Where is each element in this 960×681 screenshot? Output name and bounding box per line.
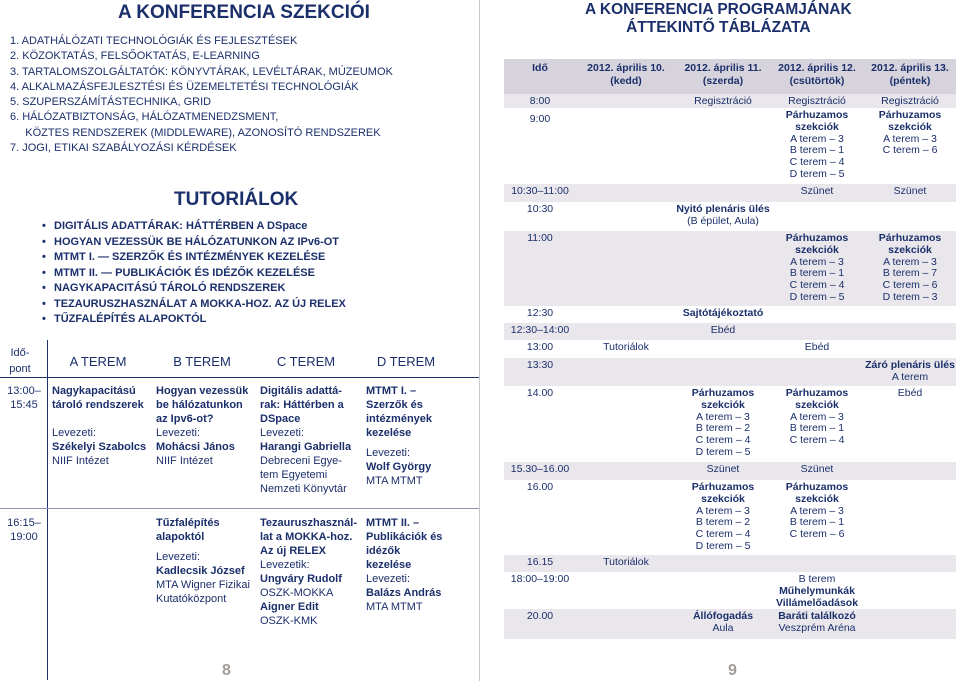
program-cell: [770, 388, 864, 447]
leader-name: Székelyi Szabolcs: [52, 441, 147, 453]
session-title: MTMT II. –: [366, 517, 420, 529]
session-title: idézők: [366, 545, 401, 557]
program-cell: [770, 186, 864, 198]
row-time: 16.00: [526, 481, 554, 493]
leader-org: MTA MTMT: [366, 601, 423, 613]
cell-line: C terem – 4: [695, 528, 751, 541]
section-item: 4. ALKALMAZÁSFEJLESZTÉSI ÉS ÜZEMELTETÉSI TECHNOLÓGIÁK: [10, 80, 359, 93]
session-title: Nagykapacitású: [52, 385, 136, 397]
session-title: DSpace: [260, 413, 301, 425]
leader-org: Kutatóközpont: [156, 593, 227, 605]
program-cell: [770, 96, 864, 108]
cell-line: Regisztráció: [694, 95, 752, 107]
session-title: alapoktól: [156, 531, 205, 543]
cell-line: Tutoriálok: [603, 556, 649, 568]
cell-line: A terem – 3: [883, 132, 937, 145]
slot1-a-room: [52, 384, 152, 468]
cell-line: A terem – 3: [696, 504, 750, 517]
cell-line: Ebéd: [804, 341, 830, 353]
leader-label: Levezeti:: [366, 447, 411, 459]
cell-line: B terem: [798, 573, 836, 585]
session-title: Digitális adattá-: [260, 385, 342, 397]
program-title: [585, 1, 852, 37]
slot2-c-room: [260, 516, 364, 628]
program-cell: [864, 110, 956, 157]
cell-line: Ebéd: [897, 387, 923, 399]
leader-org: MTA Wigner Fizikai: [156, 579, 250, 591]
row-time: 9:00: [529, 113, 551, 125]
session-title: Tezauruszhasznál-: [260, 517, 357, 529]
leader-label: Levezeti:: [260, 427, 305, 439]
tutorial-item: • DIGITÁLIS ADATTÁRAK: HÁTTÉRBEN A DSpace: [42, 219, 346, 235]
room-header: A TEREM: [69, 353, 127, 369]
tutorial-item: • TEZAURUSZHASZNÁLAT A MOKKA-HOZ. AZ ÚJ RELEX: [42, 297, 346, 313]
cell-line: D terem – 5: [695, 539, 751, 552]
cell-line: C terem – 6: [882, 144, 938, 157]
cell-line: Baráti találkozó: [778, 610, 856, 622]
header-day: [864, 62, 956, 88]
room-header: B TEREM: [173, 353, 231, 369]
header-date: 2012. április 11.: [684, 62, 762, 74]
tutorials-list: [42, 219, 346, 328]
cell-line: A terem – 3: [696, 410, 750, 423]
program-cell: [676, 611, 770, 635]
program-cell: [770, 611, 864, 635]
cell-line: Párhuzamos: [878, 232, 942, 244]
cell-line: szekciók: [701, 398, 745, 411]
session-title: intézmények: [366, 413, 433, 425]
program-cell: [676, 204, 770, 228]
cell-line: Sajtótájékoztató: [682, 307, 764, 319]
time-line: 13:00–: [7, 385, 41, 397]
rule: [0, 377, 48, 378]
leader-name: Aigner Edit: [260, 601, 319, 613]
section-item: 2. KÖZOKTATÁS, FELSŐOKTATÁS, E-LEARNING: [10, 50, 260, 63]
cell-line: (B épület, Aula): [687, 214, 759, 227]
program-cell: [676, 464, 770, 476]
slot1-time: [0, 384, 48, 412]
cell-line: A terem – 3: [883, 255, 937, 268]
session-title: rak: Háttérben a: [260, 399, 344, 411]
cell-line: D terem – 5: [789, 167, 845, 180]
program-cell: [864, 360, 956, 384]
cell-line: D terem – 5: [789, 290, 845, 303]
header-weekday: (kedd): [610, 75, 642, 87]
cell-line: B terem – 7: [882, 267, 938, 280]
time-line: 15:45: [10, 399, 38, 411]
cell-line: Párhuzamos: [785, 481, 849, 493]
right-page: [480, 0, 960, 681]
cell-line: Regisztráció: [788, 95, 846, 107]
session-title: MTMT I. –: [366, 385, 417, 397]
section-item: 3. TARTALOMSZOLGÁLTATÓK: KÖNYVTÁRAK, LEVÉLTÁRAK, MÚZEUMOK: [10, 65, 393, 78]
tutorial-item: • TŰZFALÉPÍTÉS ALAPOKTÓL: [42, 312, 346, 328]
session-title: Hogyan vezessük: [156, 385, 249, 397]
cell-line: Párhuzamos: [691, 481, 755, 493]
sections-title: A KONFERENCIA SZEKCIÓI: [118, 2, 370, 23]
row-time: 12:30: [526, 307, 554, 319]
cell-line: B terem – 1: [789, 144, 845, 157]
cell-line: szekciók: [888, 243, 932, 256]
row-time: 12:30–14:00: [510, 324, 570, 336]
cell-line: szekciók: [795, 120, 839, 133]
leader-org: OSZK-KMK: [260, 615, 318, 627]
leader-org: tem Egyetemi: [260, 469, 328, 481]
program-cell: [770, 342, 864, 354]
session-title: lat a MOKKA-hoz.: [260, 531, 353, 543]
cell-line: B terem – 1: [789, 516, 845, 529]
page-number: 8: [222, 662, 231, 679]
cell-line: B terem – 2: [695, 422, 751, 435]
cell-line: C terem – 4: [789, 434, 845, 447]
session-title: tároló rendszerek: [52, 399, 144, 411]
header-weekday: (péntek): [889, 75, 931, 87]
room-header: C TEREM: [276, 353, 336, 369]
cell-line: C terem – 6: [789, 528, 845, 541]
cell-line: A terem – 3: [790, 504, 844, 517]
row-time: 14.00: [526, 387, 554, 399]
cell-line: Regisztráció: [881, 95, 939, 107]
header-date: 2012. április 12.: [778, 62, 856, 74]
row-time: 20.00: [526, 610, 554, 622]
cell-line: B terem – 1: [789, 422, 845, 435]
cell-line: Aula: [712, 621, 734, 634]
cell-line: B terem – 2: [695, 516, 751, 529]
program-title-line: A KONFERENCIA PROGRAMJÁNAK: [585, 1, 852, 18]
leader-name: Wolf György: [366, 461, 432, 473]
leader-org: NIIF Intézet: [52, 455, 109, 467]
cell-line: szekciók: [795, 243, 839, 256]
session-title: Szerzők és: [366, 399, 423, 411]
tutorials-title: TUTORIÁLOK: [174, 189, 299, 210]
leader-label: Levezeti:: [52, 427, 97, 439]
cell-line: Záró plenáris ülés: [865, 359, 955, 371]
program-cell: [864, 186, 956, 198]
sections-list: [10, 34, 393, 156]
leader-label: Levezetik:: [260, 559, 310, 571]
row-time: 13:30: [526, 359, 554, 371]
section-item: 1. ADATHÁLÓZATI TECHNOLÓGIÁK ÉS FEJLESZTÉSEK: [10, 35, 298, 47]
header-weekday: (szerda): [702, 75, 744, 87]
cell-line: szekciók: [795, 398, 839, 411]
cell-line: A terem – 3: [790, 255, 844, 268]
header-weekday: (csütörtök): [789, 75, 845, 87]
program-cell: [676, 308, 770, 320]
header-time: Idő: [532, 62, 548, 74]
leader-label: Levezeti:: [156, 427, 201, 439]
row-time: 8:00: [529, 95, 551, 107]
program-cell: [770, 482, 864, 541]
leader-label: Levezeti:: [156, 551, 201, 563]
cell-line: D terem – 5: [695, 445, 751, 458]
cell-line: szekciók: [795, 492, 839, 505]
cell-line: Műhelymunkák: [779, 584, 855, 597]
cell-line: Párhuzamos: [878, 109, 942, 121]
session-title: az Ipv6-ot?: [156, 413, 214, 425]
header-day: [770, 62, 864, 88]
slot2-time: [0, 516, 48, 544]
slot1-c-room: [260, 384, 364, 496]
header-day: [676, 62, 770, 88]
row-time: 11:00: [527, 232, 553, 244]
header-day: [576, 62, 676, 88]
tutorial-item: • HOGYAN VEZESSÜK BE HÁLÓZATUNKON AZ IPv6-OT: [42, 235, 346, 251]
room-header: D TEREM: [376, 353, 436, 369]
cell-line: Párhuzamos: [785, 232, 849, 244]
leader-org: Nemzeti Könyvtár: [260, 483, 347, 495]
program-cell: [864, 388, 956, 400]
header-date: 2012. április 10.: [587, 62, 665, 74]
program-cell: [576, 342, 676, 354]
cell-line: C terem – 4: [789, 279, 845, 292]
cell-line: Szünet: [800, 185, 834, 197]
program-cell: [676, 96, 770, 108]
leader-org: OSZK-MOKKA: [260, 587, 334, 599]
leader-name: Ungváry Rudolf: [260, 573, 342, 585]
page-number: 9: [728, 662, 737, 679]
slot1-b-room: [156, 384, 256, 468]
program-cell: [676, 325, 770, 337]
cell-line: Tutoriálok: [603, 341, 649, 353]
leader-name: Balázs András: [366, 587, 442, 599]
cell-line: Állófogadás: [692, 610, 754, 622]
session-title: kezelése: [366, 559, 412, 571]
leader-name: Harangi Gabriella: [260, 441, 352, 453]
program-title-line: ÁTTEKINTŐ TÁBLÁZATA: [626, 19, 811, 36]
row-time: 18:00–19:00: [510, 573, 570, 585]
cell-line: Nyitó plenáris ülés: [676, 203, 770, 215]
section-item: KÖZTES RENDSZEREK (MIDDLEWARE), AZONOSÍTÓ RENDSZEREK: [10, 126, 381, 139]
slot2-b-room: [156, 516, 256, 606]
cell-line: A terem – 3: [790, 410, 844, 423]
leader-name: Kadlecsik József: [156, 565, 245, 577]
time-header-line: Idő-: [10, 347, 30, 359]
program-cell: [770, 464, 864, 476]
cell-line: Veszprém Aréna: [778, 621, 856, 634]
session-title: be hálózatunkon: [156, 399, 243, 411]
session-title: Tűzfalépítés: [156, 517, 220, 529]
row-time: 13:00: [526, 341, 554, 353]
time-line: 16:15–: [7, 517, 41, 529]
program-cell: [676, 388, 770, 459]
cell-line: C terem – 6: [882, 279, 938, 292]
time-header-line: pont: [9, 363, 31, 375]
cell-line: B terem – 1: [789, 267, 845, 280]
leader-org: Debreceni Egye-: [260, 455, 342, 467]
row-time: 10:30–11:00: [511, 185, 569, 197]
program-cell: [864, 96, 956, 108]
program-cell: [864, 233, 956, 304]
program-cell: [770, 233, 864, 304]
program-cell: [676, 482, 770, 553]
cell-line: Villámelőadások: [775, 596, 859, 609]
row-time: 10:30: [526, 203, 554, 215]
rule: [0, 508, 480, 509]
cell-line: Párhuzamos: [785, 387, 849, 399]
header-date: 2012. április 13.: [871, 62, 949, 74]
cell-line: D terem – 3: [882, 290, 938, 303]
cell-line: C terem – 4: [789, 156, 845, 169]
section-item: 7. JOGI, ETIKAI SZABÁLYOZÁSI KÉRDÉSEK: [10, 142, 237, 155]
program-cell: [576, 557, 676, 569]
session-title: kezelése: [366, 427, 412, 439]
tutorial-item: • MTMT I. — SZERZŐK ÉS INTÉZMÉNYEK KEZELÉSE: [42, 250, 346, 266]
cell-line: C terem – 4: [695, 434, 751, 447]
row-time: 15.30–16.00: [510, 463, 570, 475]
time-line: 19:00: [10, 531, 38, 543]
tutorial-item: • NAGYKAPACITÁSÚ TÁROLÓ RENDSZEREK: [42, 281, 346, 297]
session-title: Publikációk és: [366, 531, 443, 543]
cell-line: Szünet: [893, 185, 927, 197]
rule: [48, 377, 480, 378]
cell-line: Párhuzamos: [785, 109, 849, 121]
cell-line: Szünet: [706, 463, 740, 475]
section-item: 6. HÁLÓZATBIZTONSÁG, HÁLÓZATMENEDZSMENT,: [10, 111, 279, 124]
cell-line: szekciók: [888, 120, 932, 133]
leader-label: Levezeti:: [366, 573, 411, 585]
program-cell: [770, 110, 864, 181]
program-cell: [770, 574, 864, 609]
slot1-d-room: [366, 384, 466, 488]
leader-org: MTA MTMT: [366, 475, 423, 487]
leader-org: NIIF Intézet: [156, 455, 213, 467]
leader-name: Mohácsi János: [156, 441, 235, 453]
cell-line: Ebéd: [710, 324, 736, 336]
cell-line: A terem – 3: [790, 132, 844, 145]
row-time: 16.15: [526, 556, 554, 568]
tutorial-item: • MTMT II. — PUBLIKÁCIÓK ÉS IDÉZŐK KEZELÉSE: [42, 266, 346, 282]
section-item: 5. SZUPERSZÁMÍTÁSTECHNIKA, GRID: [10, 96, 212, 109]
cell-line: Párhuzamos: [691, 387, 755, 399]
cell-line: szekciók: [701, 492, 745, 505]
cell-line: A terem: [891, 370, 929, 383]
slot2-d-room: [366, 516, 466, 614]
time-header: [0, 340, 40, 382]
session-title: Az új RELEX: [260, 545, 327, 557]
cell-line: Szünet: [800, 463, 834, 475]
